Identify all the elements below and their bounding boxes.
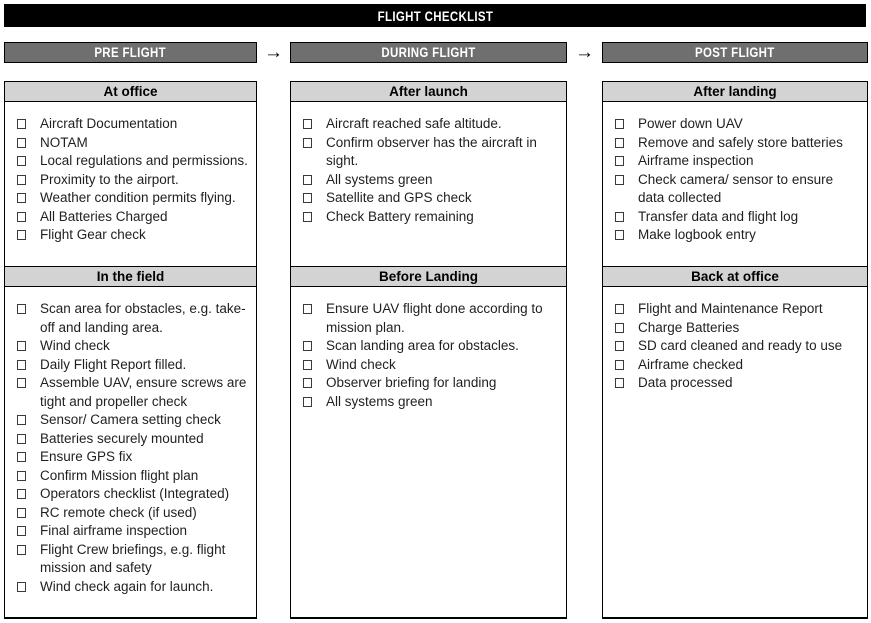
checklist-item	[299, 115, 562, 134]
title-bar	[4, 4, 866, 27]
section-header-at-office	[4, 81, 257, 102]
checkbox-icon[interactable]	[17, 156, 26, 166]
checkbox-icon[interactable]	[615, 378, 624, 388]
checklist-item-label: Check Battery remaining	[326, 208, 474, 224]
checklist-item	[299, 393, 562, 412]
checklist-item	[611, 356, 863, 375]
checklist-item	[13, 171, 252, 190]
section-header-after-launch	[290, 81, 567, 102]
section-body-at-office	[4, 101, 257, 267]
checklist-item-label: All systems green	[326, 171, 433, 187]
section-title: Before Landing	[378, 269, 478, 284]
checkbox-icon[interactable]	[17, 119, 26, 129]
checklist-item-label: Weather condition permits flying.	[40, 190, 236, 205]
checklist-item	[299, 134, 562, 171]
checklist-item-label: Ensure GPS fix	[40, 449, 133, 464]
checklist-item-label: Proximity to the airport.	[40, 171, 179, 187]
checkbox-icon[interactable]	[17, 471, 26, 481]
column-during-flight	[290, 42, 567, 619]
checklist-item	[13, 467, 252, 486]
checklist-item	[299, 337, 562, 356]
checklist-item-label: NOTAM	[40, 134, 88, 150]
checklist-item-label: RC remote check (if used)	[40, 504, 197, 520]
checkbox-icon[interactable]	[303, 212, 312, 222]
checkbox-icon[interactable]	[17, 489, 26, 499]
section-body-before-landing	[290, 286, 567, 619]
checklist-after-launch	[291, 102, 566, 226]
spacer	[4, 63, 257, 81]
phase-header-post-flight	[602, 42, 868, 63]
checklist-item-label: Flight Gear check	[40, 227, 146, 242]
checklist-item-label: Make logbook entry	[638, 227, 756, 242]
checklist-item-label: Flight Crew briefings, e.g. flight mission and safety	[40, 541, 226, 575]
checklist-item-label: Scan area for obstacles, e.g. take-off and landing area.	[40, 301, 246, 335]
checklist-item	[13, 356, 252, 375]
checklist-item-label: Satellite and GPS check	[326, 190, 472, 205]
checklist-item-label: Aircraft Documentation	[40, 116, 178, 131]
phase-label: POST FLIGHT	[695, 45, 775, 60]
checklist-item	[611, 226, 863, 245]
checklist-item	[13, 300, 252, 337]
checklist-item	[299, 356, 562, 375]
checklist-item-label: Transfer data and flight log	[638, 208, 799, 224]
checkbox-icon[interactable]	[17, 230, 26, 240]
checklist-item	[13, 430, 252, 449]
section-title: After landing	[693, 84, 777, 99]
checkbox-icon[interactable]	[615, 212, 624, 222]
checklist-item	[13, 208, 252, 227]
checkbox-icon[interactable]	[17, 138, 26, 148]
checklist-item-label: All Batteries Charged	[40, 208, 168, 224]
checkbox-icon[interactable]	[17, 304, 26, 314]
checklist-item-label: Confirm Mission flight plan	[40, 467, 199, 483]
checkbox-icon[interactable]	[17, 526, 26, 536]
section-title: After launch	[389, 84, 468, 99]
checkbox-icon[interactable]	[303, 175, 312, 185]
checklist-item-label: Data processed	[638, 375, 733, 390]
checklist-item	[13, 337, 252, 356]
checkbox-icon[interactable]	[615, 119, 624, 129]
checkbox-icon[interactable]	[615, 323, 624, 333]
checklist-item-label: All systems green	[326, 393, 433, 409]
checkbox-icon[interactable]	[17, 582, 26, 592]
checklist-before-landing	[291, 287, 566, 411]
checklist-item-label: Airframe inspection	[638, 153, 754, 168]
checklist-item	[299, 189, 562, 208]
checkbox-icon[interactable]	[303, 193, 312, 203]
checkbox-icon[interactable]	[17, 508, 26, 518]
checklist-item	[13, 578, 252, 597]
checklist-item	[13, 115, 252, 134]
phase-label: PRE FLIGHT	[94, 45, 167, 60]
checklist-item-label: Operators checklist (Integrated)	[40, 486, 230, 501]
checklist-back-at-office	[603, 287, 867, 393]
checkbox-icon[interactable]	[615, 175, 624, 185]
arrow-icon: →	[264, 41, 283, 63]
checklist-item-label: Airframe checked	[638, 356, 744, 372]
column-pre-flight	[4, 42, 257, 619]
checklist-item-label: Power down UAV	[638, 116, 743, 131]
checkbox-icon[interactable]	[17, 341, 26, 351]
checkbox-icon[interactable]	[303, 378, 312, 388]
checkbox-icon[interactable]	[17, 193, 26, 203]
section-title: Back at office	[691, 269, 779, 284]
checkbox-icon[interactable]	[17, 452, 26, 462]
checklist-item-label: Daily Flight Report filled.	[40, 356, 187, 372]
checklist-item-label: Ensure UAV flight done according to mission plan.	[326, 301, 543, 335]
checklist-item	[611, 300, 863, 319]
checkbox-icon[interactable]	[303, 360, 312, 370]
checklist-item	[299, 374, 562, 393]
checkbox-icon[interactable]	[17, 378, 26, 388]
checklist-after-landing	[603, 102, 867, 245]
section-body-in-the-field	[4, 286, 257, 619]
checklist-item-label: Scan landing area for obstacles.	[326, 338, 519, 353]
checklist-item	[13, 522, 252, 541]
checklist-item-label: Wind check again for launch.	[40, 578, 214, 594]
checklist-item	[299, 300, 562, 337]
checklist-item-label: Sensor/ Camera setting check	[40, 412, 221, 427]
checklist-item-label: Flight and Maintenance Report	[638, 301, 823, 316]
checklist-item	[611, 208, 863, 227]
checkbox-icon[interactable]	[615, 360, 624, 370]
checkbox-icon[interactable]	[17, 175, 26, 185]
checklist-item	[13, 448, 252, 467]
section-header-before-landing	[290, 266, 567, 287]
checklist-item	[13, 134, 252, 153]
checklist-item-label: Check camera/ sensor to ensure data collected	[638, 171, 834, 205]
checklist-item	[13, 374, 252, 411]
checkbox-icon[interactable]	[17, 212, 26, 222]
checklist-item-label: Assemble UAV, ensure screws are tight and propeller check	[40, 375, 247, 409]
section-title: In the field	[96, 269, 165, 284]
checklist-item	[13, 189, 252, 208]
checklist-item	[611, 152, 863, 171]
checklist-item-label: Remove and safely store batteries	[638, 134, 843, 150]
phase-header-during-flight	[290, 42, 567, 63]
checklist-at-office	[5, 102, 256, 245]
checkbox-icon[interactable]	[615, 230, 624, 240]
checkbox-icon[interactable]	[17, 360, 26, 370]
checklist-item	[13, 152, 252, 171]
checklist-item-label: Wind check	[326, 356, 396, 372]
checklist-item	[13, 411, 252, 430]
checkbox-icon[interactable]	[303, 397, 312, 407]
checklist-item	[611, 134, 863, 153]
section-body-after-launch	[290, 101, 567, 267]
checklist-in-the-field	[5, 287, 256, 596]
checklist-item	[13, 504, 252, 523]
checklist-item	[13, 226, 252, 245]
checklist-item-label: Local regulations and permissions.	[40, 153, 248, 168]
checklist-item-label: Charge Batteries	[638, 319, 740, 335]
checkbox-icon[interactable]	[615, 341, 624, 351]
checklist-item	[611, 115, 863, 134]
checkbox-icon[interactable]	[615, 138, 624, 148]
checklist-item-label: Final airframe inspection	[40, 523, 188, 538]
checklist-item-label: Batteries securely mounted	[40, 430, 204, 446]
spacer	[290, 63, 567, 81]
checkbox-icon[interactable]	[303, 304, 312, 314]
checklist-item	[13, 485, 252, 504]
section-header-in-the-field	[4, 266, 257, 287]
page-title: FLIGHT CHECKLIST	[377, 7, 493, 24]
phase-header-pre-flight	[4, 42, 257, 63]
spacer	[602, 63, 868, 81]
section-body-after-landing	[602, 101, 868, 267]
checkbox-icon[interactable]	[303, 119, 312, 129]
checkbox-icon[interactable]	[17, 434, 26, 444]
checkbox-icon[interactable]	[303, 138, 312, 148]
column-post-flight	[602, 42, 868, 619]
checkbox-icon[interactable]	[17, 415, 26, 425]
section-header-back-at-office	[602, 266, 868, 287]
checklist-item	[299, 171, 562, 190]
checklist-item	[611, 171, 863, 208]
checkbox-icon[interactable]	[615, 304, 624, 314]
checkbox-icon[interactable]	[615, 156, 624, 166]
checklist-item-label: Aircraft reached safe altitude.	[326, 116, 502, 131]
checklist-item-label: Confirm observer has the aircraft in sight.	[326, 134, 537, 168]
checkbox-icon[interactable]	[17, 545, 26, 555]
section-title: At office	[103, 84, 158, 99]
phase-label: DURING FLIGHT	[381, 45, 476, 60]
checklist-item	[13, 541, 252, 578]
checklist-item-label: Wind check	[40, 338, 110, 353]
checklist-item-label: SD card cleaned and ready to use	[638, 338, 843, 353]
checklist-item	[299, 208, 562, 227]
arrow-icon: →	[575, 41, 594, 63]
section-header-after-landing	[602, 81, 868, 102]
section-body-back-at-office	[602, 286, 868, 619]
checklist-item-label: Observer briefing for landing	[326, 375, 497, 390]
checklist-item	[611, 337, 863, 356]
checklist-item	[611, 374, 863, 393]
checkbox-icon[interactable]	[303, 341, 312, 351]
checklist-item	[611, 319, 863, 338]
